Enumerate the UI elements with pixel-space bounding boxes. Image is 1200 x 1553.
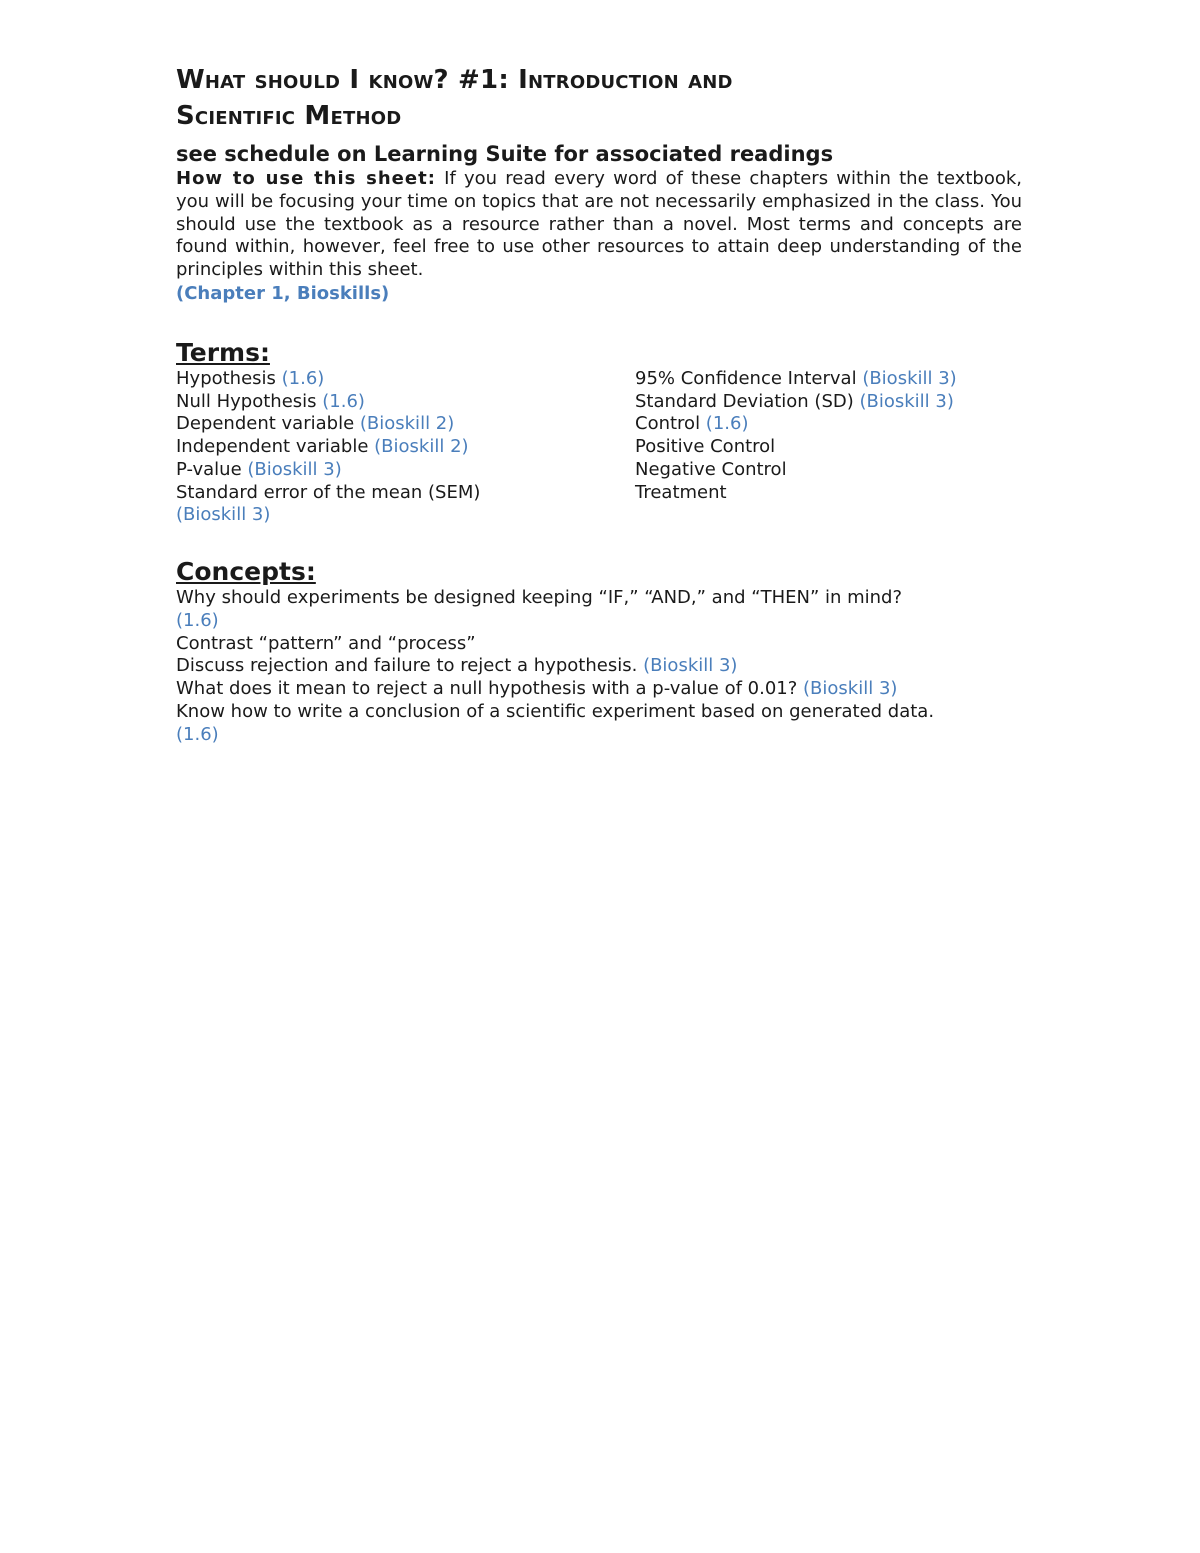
concept-item — [176, 701, 1022, 724]
term-label: Null Hypothesis — [176, 390, 323, 412]
term-item — [176, 413, 635, 436]
concept-text: Discuss rejection and failure to reject a hypothesis. — [176, 655, 644, 677]
term-label: Standard error of the mean (SEM) — [176, 481, 481, 503]
how-to-paragraph — [176, 168, 1022, 282]
term-item — [635, 413, 1022, 436]
term-reference: (1.6) — [281, 367, 325, 389]
concept-text: Contrast “pattern” and “process” — [176, 632, 476, 654]
term-reference: (Bioskill 2) — [374, 436, 469, 458]
terms-list — [176, 368, 1022, 527]
term-item — [635, 368, 1022, 391]
concept-reference: (1.6) — [176, 609, 219, 631]
term-label: Hypothesis — [176, 367, 282, 389]
subtitle: see schedule on Learning Suite for associated readings — [176, 142, 834, 166]
concepts-heading: Concepts: — [176, 556, 316, 586]
term-label: Treatment — [635, 481, 727, 503]
term-reference: (1.6) — [322, 390, 365, 412]
term-item — [176, 504, 635, 527]
term-item — [635, 459, 1022, 482]
terms-heading: Terms: — [176, 337, 270, 367]
chapter-reference: (Chapter 1, Bioskills) — [176, 282, 390, 304]
term-label: Independent variable — [176, 436, 375, 458]
term-label: Standard Deviation (SD) — [635, 390, 860, 412]
term-reference: (Bioskill 3) — [859, 390, 954, 412]
term-label: Dependent variable — [176, 413, 360, 435]
concept-item — [176, 724, 1022, 747]
concept-text: What does it mean to reject a null hypothesis with a p-value of 0.01? — [176, 678, 804, 700]
term-reference: (Bioskill 3) — [247, 458, 342, 480]
concept-item — [176, 655, 1022, 678]
term-item — [176, 368, 635, 391]
concept-reference: (Bioskill 3) — [643, 655, 738, 677]
concepts-list — [176, 587, 1022, 747]
term-item — [635, 436, 1022, 459]
term-item — [176, 459, 635, 482]
term-item — [635, 391, 1022, 414]
term-reference: (Bioskill 3) — [176, 504, 271, 526]
how-to-lead: How to use this sheet: — [176, 168, 436, 189]
term-label: 95% Confidence Interval — [635, 367, 863, 389]
term-item — [635, 482, 1022, 505]
concept-item — [176, 610, 1022, 633]
concept-text: Know how to write a conclusion of a scientific experiment based on generated data. — [176, 700, 935, 722]
term-reference: (Bioskill 3) — [862, 367, 957, 389]
term-label: Negative Control — [635, 458, 787, 480]
concept-text: Why should experiments be designed keeping “IF,” “AND,” and “THEN” in mind? — [176, 586, 903, 608]
concept-item — [176, 587, 1022, 610]
concept-reference: (1.6) — [176, 723, 219, 745]
term-item — [176, 482, 635, 505]
term-label: P-value — [176, 458, 248, 480]
page-title — [176, 62, 1022, 134]
concept-reference: (Bioskill 3) — [803, 678, 898, 700]
how-to-text: If you read every word of these chapters within the textbook, you will be focusing your time on topics that are not necessarily emphasized in the class. You should use the textbook as a resource rather than a novel. Most terms and concepts are found within, however, feel free to use other resources to attain deep understanding of the principles within this sheet. — [176, 168, 1023, 281]
title-line-2: Scientific Method — [176, 101, 402, 131]
concept-item — [176, 678, 1022, 701]
term-reference: (Bioskill 2) — [359, 413, 455, 435]
term-item — [176, 391, 635, 414]
term-item — [176, 436, 635, 459]
concept-item — [176, 633, 1022, 656]
term-reference: (1.6) — [705, 413, 749, 435]
terms-left-column — [176, 368, 635, 527]
title-line-1: What should I know? #1: Introduction and — [176, 65, 733, 95]
term-label: Positive Control — [635, 436, 776, 458]
terms-right-column — [635, 368, 1022, 527]
term-label: Control — [635, 413, 706, 435]
document-page — [176, 62, 1022, 746]
